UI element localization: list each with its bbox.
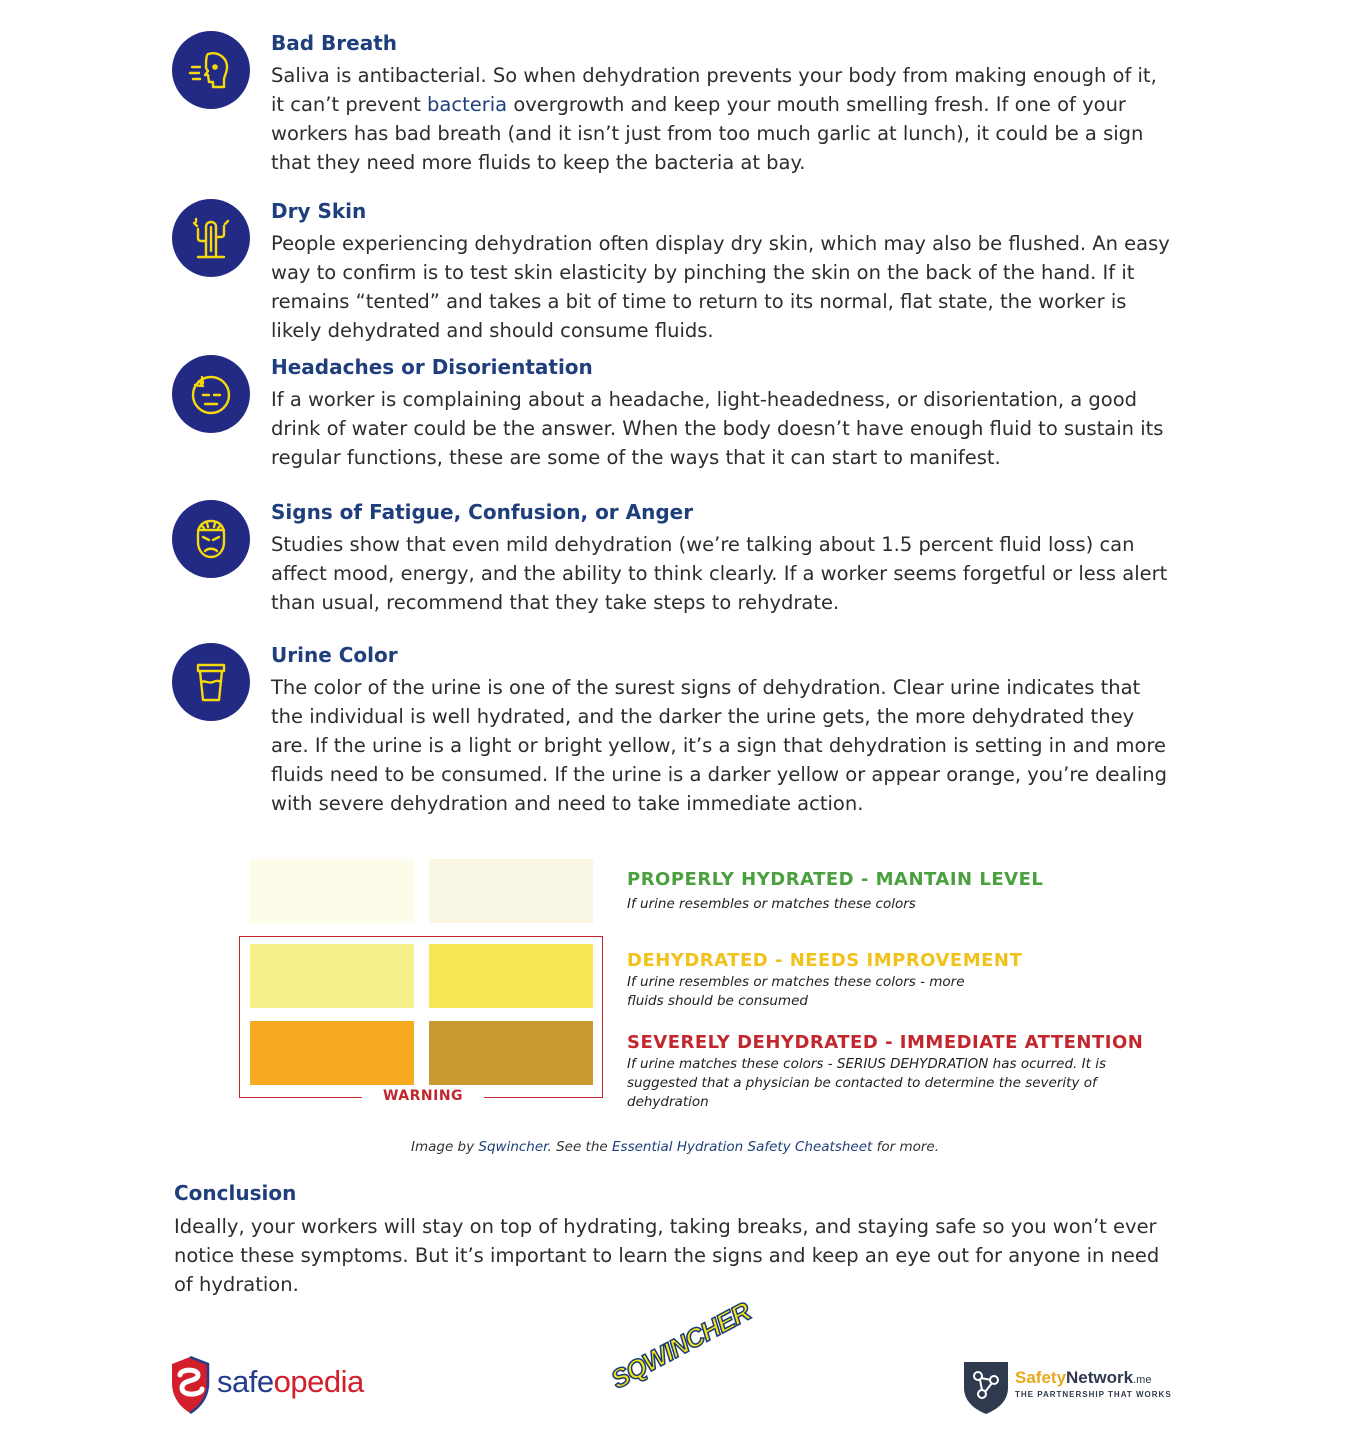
symptom-title: Dry Skin	[271, 199, 367, 223]
symptom-text: Saliva is antibacterial. So when dehydration prevents your body from making enough of it, it can’t prevent bacteria overgrowth and keep your mouth smelling fresh. If one of your workers has bad breath (and it isn’t just from too much garlic at lunch), it could be a sign that they need more fluids to keep the bacteria at bay.	[271, 64, 1157, 174]
symptom-text: The color of the urine is one of the surest signs of dehydration. Clear urine indicates that the individual is well hydrated, and the darker the urine gets, the more dehydrated they are. If the urine is a light or bright yellow, it’s a sign that dehydration is setting in and more fluids need to be consumed. If the urine is a darker yellow or appear orange, you’re dealing with severe dehydration and need to take immediate action.	[271, 676, 1168, 815]
cup-icon	[172, 643, 250, 721]
legend-dehydrated-subtext: If urine resembles or matches these colors - more fluids should be consumed	[627, 974, 965, 1009]
sqwincher-logo	[600, 1296, 755, 1432]
bacteria-link[interactable]: bacteria	[427, 93, 508, 116]
symptom-title: Headaches or Disorientation	[271, 355, 593, 379]
legend-hydrated-subtext: If urine resembles or matches these colors	[627, 896, 916, 912]
legend-dehydrated-heading: DEHYDRATED - NEEDS IMPROVEMENT	[627, 950, 1023, 971]
swatch-light-yellow	[250, 944, 414, 1008]
symptom-text: Studies show that even mild dehydration (we’re talking about 1.5 percent fluid loss) can affect mood, energy, and the ability to think clearly. If a worker seems forgetful or less alert than usual, recommend that they take steps to rehydrate.	[271, 533, 1168, 614]
conclusion-text: Ideally, your workers will stay on top of hydrating, taking breaks, and staying safe so you won’t ever notice these symptoms. But it’s important to learn the signs and keep an eye out for anyone in need of hydration.	[174, 1215, 1160, 1296]
safeopedia-word-a: safe	[217, 1364, 274, 1399]
symptom-text: People experiencing dehydration often display dry skin, which may also be flushed. An easy way to confirm is to test skin elasticity by pinching the skin on the back of the hand. If it remains “tented” and takes a bit of time to return to its normal, flat state, the worker is likely dehydrated and should consume fluids.	[271, 232, 1170, 342]
conclusion-title: Conclusion	[174, 1181, 297, 1205]
safeopedia-logo	[168, 1355, 388, 1417]
swatch-clear-2	[429, 859, 593, 923]
sn-word-network: Network	[1066, 1368, 1134, 1387]
legend-hydrated-heading: PROPERLY HYDRATED - MANTAIN LEVEL	[627, 869, 1044, 890]
safetynetwork-logo	[960, 1356, 1190, 1416]
symptom-title: Urine Color	[271, 643, 398, 667]
legend-severe-subtext: If urine matches these colors - SERIUS DEHYDRATION has ocurred. It is suggested that a physician be contacted to determine the severity of dehydration	[627, 1056, 1106, 1110]
legend-severe-heading: SEVERELY DEHYDRATED - IMMEDIATE ATTENTION	[627, 1032, 1144, 1053]
sqwincher-wordmark: SQWINCHER	[606, 1296, 755, 1395]
safeopedia-word-b: opedia	[273, 1364, 364, 1399]
image-caption: Image by Sqwincher. See the Essential Hydration Safety Cheatsheet for more.	[410, 1139, 940, 1155]
cactus-icon	[172, 199, 250, 277]
angry-face-icon	[172, 500, 250, 578]
symptom-text: If a worker is complaining about a headache, light-headedness, or disorientation, a good drink of water could be the answer. When the body doesn’t have enough fluid to sustain its regular functions, these are some of the ways that it can start to manifest.	[271, 388, 1164, 469]
sn-word-safety: Safety	[1015, 1368, 1067, 1387]
swatch-orange	[250, 1021, 414, 1085]
swatch-dark-amber	[429, 1021, 593, 1085]
cheatsheet-link[interactable]: Essential Hydration Safety Cheatsheet	[612, 1139, 873, 1155]
face-breath-icon	[172, 31, 250, 109]
symptom-title: Bad Breath	[271, 31, 397, 55]
swatch-clear-1	[250, 859, 414, 923]
network-shield-icon	[960, 1356, 1012, 1416]
warning-label: WARNING	[362, 1088, 484, 1104]
sqwincher-link[interactable]: Sqwincher	[478, 1139, 548, 1155]
dizzy-face-icon	[172, 355, 250, 433]
sn-tagline: THE PARTNERSHIP THAT WORKS	[1015, 1390, 1172, 1399]
symptom-title: Signs of Fatigue, Confusion, or Anger	[271, 500, 694, 524]
swatch-bright-yellow	[429, 944, 593, 1008]
sn-word-me: .me	[1133, 1374, 1152, 1386]
shield-logo-icon	[168, 1355, 212, 1417]
